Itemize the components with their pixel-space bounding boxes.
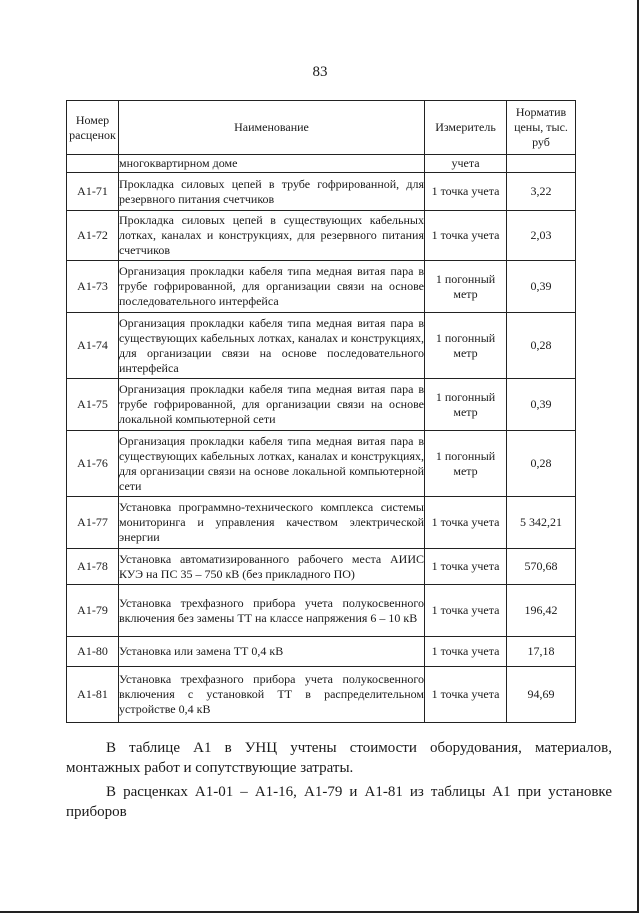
rate-code: А1-76 [67, 431, 119, 497]
rate-unit: 1 погонный метр [425, 431, 507, 497]
rates-table [66, 100, 576, 723]
rate-unit: 1 точка учета [425, 637, 507, 667]
rate-code: А1-79 [67, 585, 119, 637]
rate-price: 0,28 [507, 431, 576, 497]
rate-code: А1-81 [67, 667, 119, 723]
header-unit: Измеритель [425, 101, 507, 155]
rate-unit: учета [425, 155, 507, 173]
table-row [67, 431, 576, 497]
rate-price: 17,18 [507, 637, 576, 667]
rate-unit: 1 точка учета [425, 211, 507, 261]
rate-name: Установка программно-технического комплекса системы мониторинга и управления качеством электрической энергии [119, 497, 425, 549]
header-code: Номер расценок [67, 101, 119, 155]
table-row [67, 585, 576, 637]
rate-code: А1-80 [67, 637, 119, 667]
rate-price: 196,42 [507, 585, 576, 637]
table-row [67, 667, 576, 723]
rate-code: А1-71 [67, 173, 119, 211]
rate-price: 0,39 [507, 261, 576, 313]
rate-name: Организация прокладки кабеля типа медная витая пара в существующих кабельных лотках, каналах и конструкциях, для организации связи на основе локальной компьютерной сети [119, 431, 425, 497]
rate-price: 0,39 [507, 379, 576, 431]
rate-code [67, 155, 119, 173]
rate-name: многоквартирном доме [119, 155, 425, 173]
rate-name: Организация прокладки кабеля типа медная витая пара в трубе гофрированной, для организации связи на основе последовательного интерфейса [119, 261, 425, 313]
table-row [67, 261, 576, 313]
rate-unit: 1 погонный метр [425, 261, 507, 313]
table-row [67, 211, 576, 261]
rate-name: Установка или замена ТТ 0,4 кВ [119, 637, 425, 667]
rate-name: Организация прокладки кабеля типа медная витая пара в трубе гофрированной, для организации связи на основе локальной компьютерной сети [119, 379, 425, 431]
table-header-row [67, 101, 576, 155]
rate-code: А1-78 [67, 549, 119, 585]
table-row [67, 637, 576, 667]
rate-name: Прокладка силовых цепей в трубе гофрированной, для резервного питания счетчиков [119, 173, 425, 211]
rate-unit: 1 точка учета [425, 667, 507, 723]
rate-name: Установка трехфазного прибора учета полукосвенного включения без замены ТТ на классе напряжения 6 – 10 кВ [119, 585, 425, 637]
rate-name: Установка автоматизированного рабочего места АИИС КУЭ на ПС 35 – 750 кВ (без прикладного ПО) [119, 549, 425, 585]
table-row [67, 155, 576, 173]
header-price: Норматив цены, тыс. руб [507, 101, 576, 155]
rate-code: А1-73 [67, 261, 119, 313]
table-row [67, 173, 576, 211]
page-number: 83 [312, 64, 328, 80]
rate-price: 0,28 [507, 313, 576, 379]
rate-name: Установка трехфазного прибора учета полукосвенного включения с установкой ТТ в распределительном устройстве 0,4 кВ [119, 667, 425, 723]
rate-price: 94,69 [507, 667, 576, 723]
rate-code: А1-74 [67, 313, 119, 379]
paragraph-2: В расценках А1-01 – А1-16, А1-79 и А1-81 из таблицы А1 при установке приборов [66, 784, 612, 820]
table-row [67, 379, 576, 431]
rate-unit: 1 точка учета [425, 549, 507, 585]
paragraph-1: В таблице А1 в УНЦ учтены стоимости оборудования, материалов, монтажных работ и сопутствующие затраты. [66, 740, 612, 776]
rate-name: Организация прокладки кабеля типа медная витая пара в существующих кабельных лотках, каналах и конструкциях, для организации связи на основе последовательного интерфейса [119, 313, 425, 379]
rate-price: 570,68 [507, 549, 576, 585]
rate-unit: 1 точка учета [425, 585, 507, 637]
rate-unit: 1 погонный метр [425, 313, 507, 379]
rate-unit: 1 точка учета [425, 497, 507, 549]
table-body [67, 155, 576, 723]
rate-price: 3,22 [507, 173, 576, 211]
rate-price: 2,03 [507, 211, 576, 261]
rate-unit: 1 точка учета [425, 173, 507, 211]
table-row [67, 549, 576, 585]
rate-name: Прокладка силовых цепей в существующих кабельных лотках, каналах и конструкциях, для резервного питания счетчиков [119, 211, 425, 261]
table-row [67, 313, 576, 379]
rate-unit: 1 погонный метр [425, 379, 507, 431]
rate-price [507, 155, 576, 173]
rate-code: А1-72 [67, 211, 119, 261]
header-name: Наименование [119, 101, 425, 155]
rate-code: А1-77 [67, 497, 119, 549]
rate-code: А1-75 [67, 379, 119, 431]
table-row [67, 497, 576, 549]
rate-price: 5 342,21 [507, 497, 576, 549]
